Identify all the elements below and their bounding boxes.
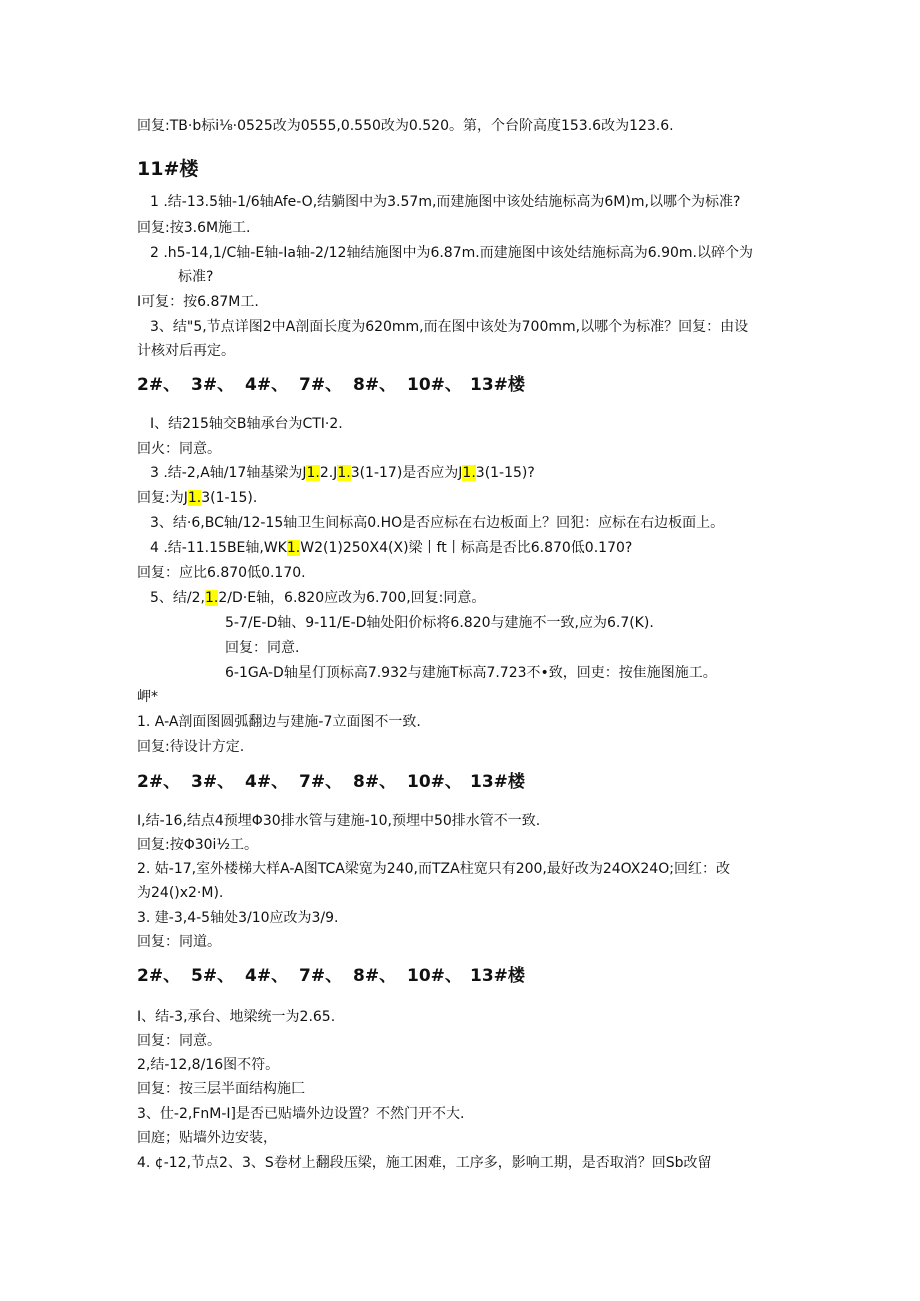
heading-part: 4#、 xyxy=(245,772,289,792)
heading-part: 4#、 xyxy=(245,375,289,395)
heading-part: 7#、 xyxy=(299,375,343,395)
section-heading-buildings xyxy=(137,773,525,791)
item-line xyxy=(150,464,535,482)
reply-line: 回复：应比6.870低0.170. xyxy=(137,565,306,581)
text-run: 3(1-17)是否应为J xyxy=(350,465,463,481)
highlight-mark: 1. xyxy=(187,490,202,506)
section-heading-buildings xyxy=(137,967,525,985)
heading-part: 13#楼 xyxy=(470,375,525,395)
text-run: 3(1-15). xyxy=(201,490,258,506)
text-run: 5、结/2, xyxy=(150,590,205,606)
reply-line: I可复：按6.87M工. xyxy=(137,294,259,310)
text-run: 3(1-15)? xyxy=(475,465,535,481)
heading-part: 13#楼 xyxy=(470,772,525,792)
item-line xyxy=(150,589,485,607)
text-run: 4 .结-11.15BE轴,WK xyxy=(150,540,287,556)
reply-line: 回复:TB·b标i⅛·0525改为0555,0.550改为0.520。第，个台阶高度153.6改为123.6. xyxy=(137,118,674,134)
reply-line: 回复：按三层半面结构施匚 xyxy=(137,1081,305,1097)
heading-part: 10#、 xyxy=(407,375,462,395)
text-run: 回复:为J xyxy=(137,490,188,506)
heading-part: 7#、 xyxy=(299,772,343,792)
reply-line: 回庭；贴墙外边安装， xyxy=(137,1130,277,1146)
reply-line: 回火：同意。 xyxy=(137,441,221,457)
text-run: W2(1)250X4(X)梁丨ft丨标高是否比6.870低0.170? xyxy=(300,540,633,556)
highlight-mark: 1. xyxy=(286,540,301,556)
highlight-mark: 1. xyxy=(337,465,351,481)
reply-line: 回复：同意。 xyxy=(137,1033,221,1049)
heading-part: 7#、 xyxy=(299,966,343,986)
item-line: 2 .h5-14,1/C轴-E轴-Ia轴-2/12轴结施图中为6.87m.而建施图中该处结施标高为6.90m.以碎个为 xyxy=(150,245,753,261)
highlight-mark: 1. xyxy=(204,590,219,606)
item-line xyxy=(150,539,632,557)
reply-line: 回复：同道。 xyxy=(137,934,221,950)
heading-part: 3#、 xyxy=(191,772,235,792)
heading-part: 10#、 xyxy=(407,966,462,986)
item-line: 1. A-A剖面图圆弧翻边与建施-7立面图不一致. xyxy=(137,714,421,730)
section-heading-11: 11#楼 xyxy=(137,158,199,180)
item-line: I、结215轴交B轴承台为CTI·2. xyxy=(150,416,343,432)
item-line: 3. 建-3,4-5轴处3/10应改为3/9. xyxy=(137,910,339,926)
item-line: 2,结-12,8/16图不符。 xyxy=(137,1057,280,1073)
text-run: 2.J xyxy=(319,465,338,481)
heading-part: 8#、 xyxy=(353,375,397,395)
item-line: I,结-16,结点4预埋Φ30排水管与建施-10,预埋中50排水管不一致. xyxy=(137,813,541,829)
item-line: 3、仕-2,FnM-I]是否已贴墙外边设置？不然门开不大. xyxy=(137,1106,465,1122)
heading-part: 5#、 xyxy=(191,966,235,986)
item-line: 4. ¢-12,节点2、3、S卷材上翻段压梁，施工困难，工序多，影响工期，是否取消？回Sb改留 xyxy=(137,1155,712,1171)
item-line: 5-7/E-D轴、9-11/E-D轴处阳价标将6.820与建施不一致,应为6.7(K). xyxy=(225,615,654,631)
highlight-mark: 1. xyxy=(306,465,320,481)
item-line: 1 .结-13.5轴-1/6轴Afe-O,结躺图中为3.57m,而建施图中该处结施标高为6M)m,以哪个为标准? xyxy=(150,194,741,210)
item-line: 为24()x2·M). xyxy=(137,885,224,901)
heading-part: 2#、 xyxy=(137,966,181,986)
reply-line: 回复:待设计方定. xyxy=(137,739,245,755)
item-line: 岬* xyxy=(137,689,158,705)
heading-part: 10#、 xyxy=(407,772,462,792)
item-line: 计核对后再定。 xyxy=(137,343,235,359)
item-line: 3、结"5,节点详图2中A剖面长度为620mm,而在图中该处为700mm,以哪个为标准？回复：由设 xyxy=(150,319,749,335)
item-line: 2. 姑-17,室外楼梯大样A-A图TCA梁宽为240,而TZA柱宽只有200,最好改为24OX24O;回红：改 xyxy=(137,861,730,877)
reply-line: 回复:按Φ30i½工。 xyxy=(137,837,259,853)
heading-part: 2#、 xyxy=(137,772,181,792)
text-run: 2∕D·E轴，6.820应改为6.700,回复:同意。 xyxy=(218,590,486,606)
item-line: 6-1GA-D轴星仃顶标高7.932与建施T标高7.723不•致，回吏：按隹施图施工。 xyxy=(225,665,717,681)
item-line: 标准? xyxy=(178,269,214,285)
heading-part: 13#楼 xyxy=(470,966,525,986)
item-line: 3、结·6,BC轴/12-15轴卫生间标高0.HO是否应标在右边板面上？回犯：应标在右边板面上。 xyxy=(150,515,725,531)
reply-line: 回复:按3.6M施工. xyxy=(137,220,251,236)
reply-line: 回复：同意. xyxy=(225,640,300,656)
heading-part: 3#、 xyxy=(191,375,235,395)
reply-line xyxy=(137,489,257,507)
text-run: 3 .结-2,A轴/17轴基梁为J xyxy=(150,465,307,481)
item-line: I、结-3,承台、地梁统一为2.65. xyxy=(137,1009,336,1025)
heading-part: 4#、 xyxy=(245,966,289,986)
section-heading-buildings xyxy=(137,376,525,394)
heading-part: 8#、 xyxy=(353,966,397,986)
heading-part: 8#、 xyxy=(353,772,397,792)
highlight-mark: 1. xyxy=(462,465,476,481)
heading-part: 2#、 xyxy=(137,375,181,395)
